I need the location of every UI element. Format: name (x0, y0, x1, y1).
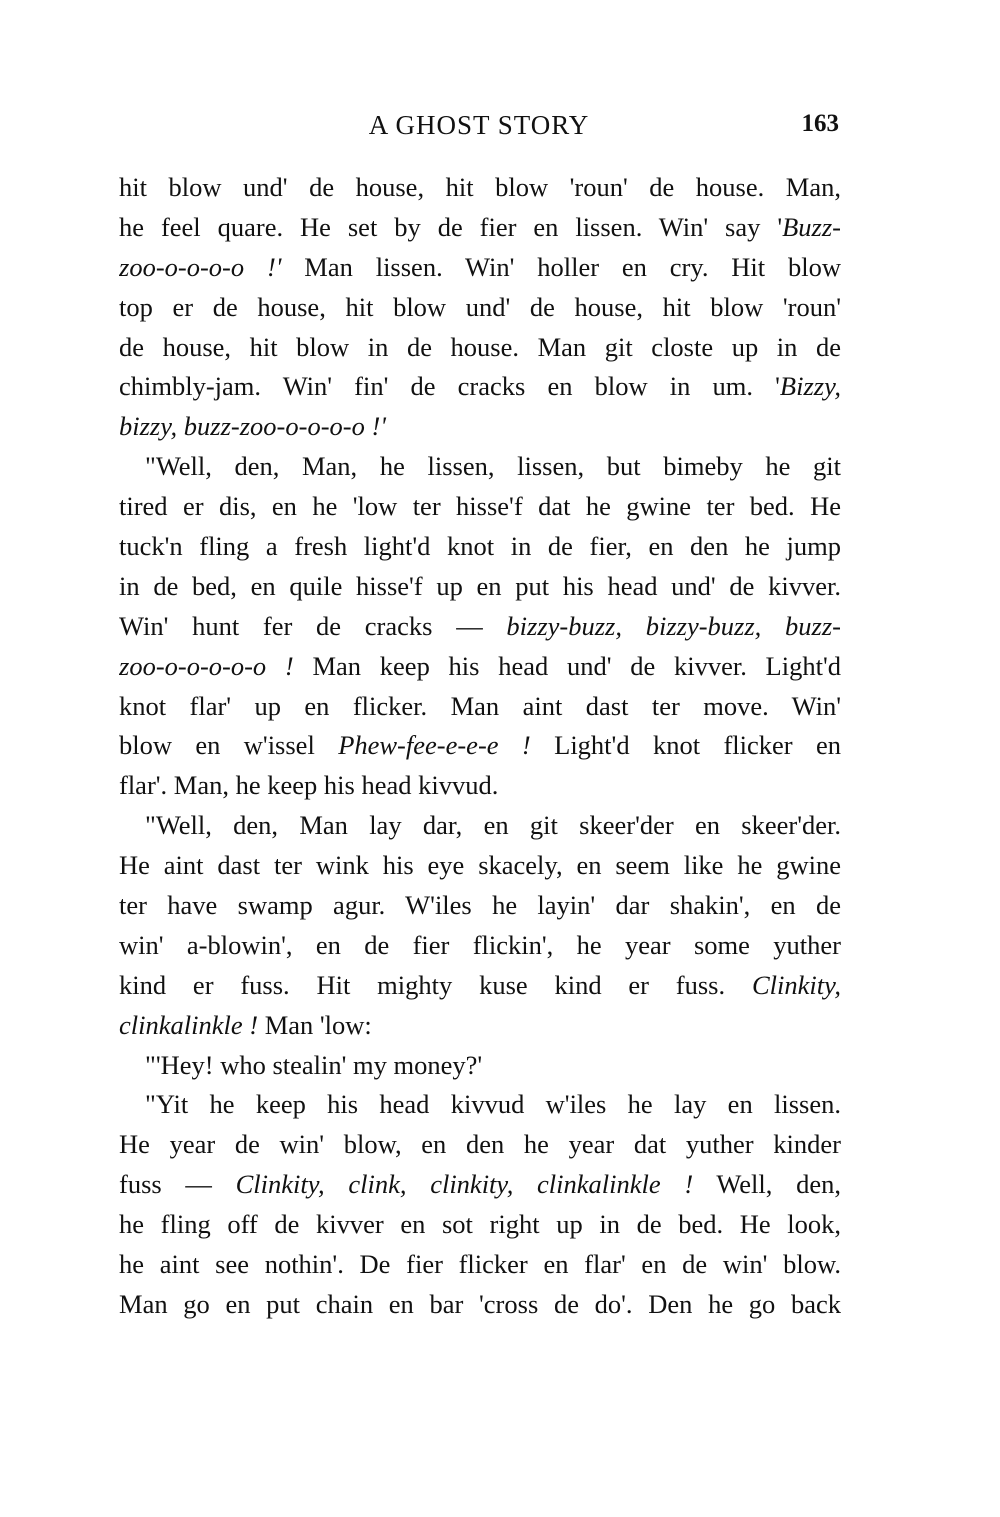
text-line: flar'. Man, he keep his head kivvud. (119, 770, 499, 801)
text-line: ter have swamp agur. W'iles he layin' dar shakin', en de (119, 890, 841, 921)
text-line: hit blow und' de house, hit blow 'roun' de house. Man, (119, 172, 841, 202)
text-line: tired er dis, en he 'low ter hisse'f dat he gwine ter bed. He (119, 491, 841, 522)
text-line: top er de house, hit blow und' de house, hit blow 'roun' (119, 291, 841, 322)
text-line: chimbly-jam. Win' fin' de cracks en blow in um. 'Bizzy, (119, 371, 841, 402)
text-line: bizzy, buzz-zoo-o-o-o-o !' (119, 411, 386, 442)
text-line: in de bed, en quile hisse'f up en put his head und' de kivver. (119, 570, 841, 601)
paragraph-start-line: "Yit he keep his head kivvud w'iles he lay en lissen. (145, 1089, 841, 1120)
text-line: knot flar' up en flicker. Man aint dast ter move. Win' (119, 690, 841, 721)
text-line: He year de win' blow, en den he year dat yuther kinder (119, 1129, 841, 1160)
text-line: zoo-o-o-o-o !' Man lissen. Win' holler en cry. Hit blow (119, 251, 841, 282)
text-line: blow en w'issel Phew-fee-e-e-e ! Light'd knot flicker en (119, 730, 841, 761)
paragraph-start-line: "'Hey! who stealin' my money?' (145, 1049, 483, 1080)
text-line: he fling off de kivver en sot right up in de bed. He look, (119, 1209, 841, 1240)
paragraph-start-line: "Well, den, Man, he lissen, lissen, but bimeby he git (145, 451, 841, 482)
text-line: he aint see nothin'. De fier flicker en flar' en de win' blow. (119, 1249, 841, 1280)
text-line: fuss — Clinkity, clink, clinkity, clinkalinkle ! Well, den, (119, 1169, 841, 1200)
text-line: He aint dast ter wink his eye skacely, en seem like he gwine (119, 850, 841, 881)
text-line: win' a-blowin', en de fier flickin', he year some yuther (119, 929, 841, 960)
text-line: he feel quare. He set by de fier en lissen. Win' say 'Buzz- (119, 211, 841, 242)
running-title: A GHOST STORY (368, 110, 590, 140)
body-text (119, 168, 841, 1325)
running-head (119, 110, 839, 146)
text-line: Win' hunt fer de cracks — bizzy-buzz, bizzy-buzz, buzz- (119, 610, 841, 641)
page-number: 163 (801, 110, 839, 137)
text-line: tuck'n fling a fresh light'd knot in de fier, en den he jump (119, 531, 841, 562)
text-line: Man go en put chain en bar 'cross de do'. Den he go back (119, 1288, 841, 1319)
text-line: zoo-o-o-o-o-o ! Man keep his head und' de kivver. Light'd (119, 650, 841, 681)
text-line: clinkalinkle ! Man 'low: (119, 1009, 372, 1040)
text-line: kind er fuss. Hit mighty kuse kind er fuss. Clinkity, (119, 969, 841, 1000)
paragraph-start-line: "Well, den, Man lay dar, en git skeer'der en skeer'der. (145, 810, 841, 841)
text-line: de house, hit blow in de house. Man git closte up in de (119, 331, 841, 362)
